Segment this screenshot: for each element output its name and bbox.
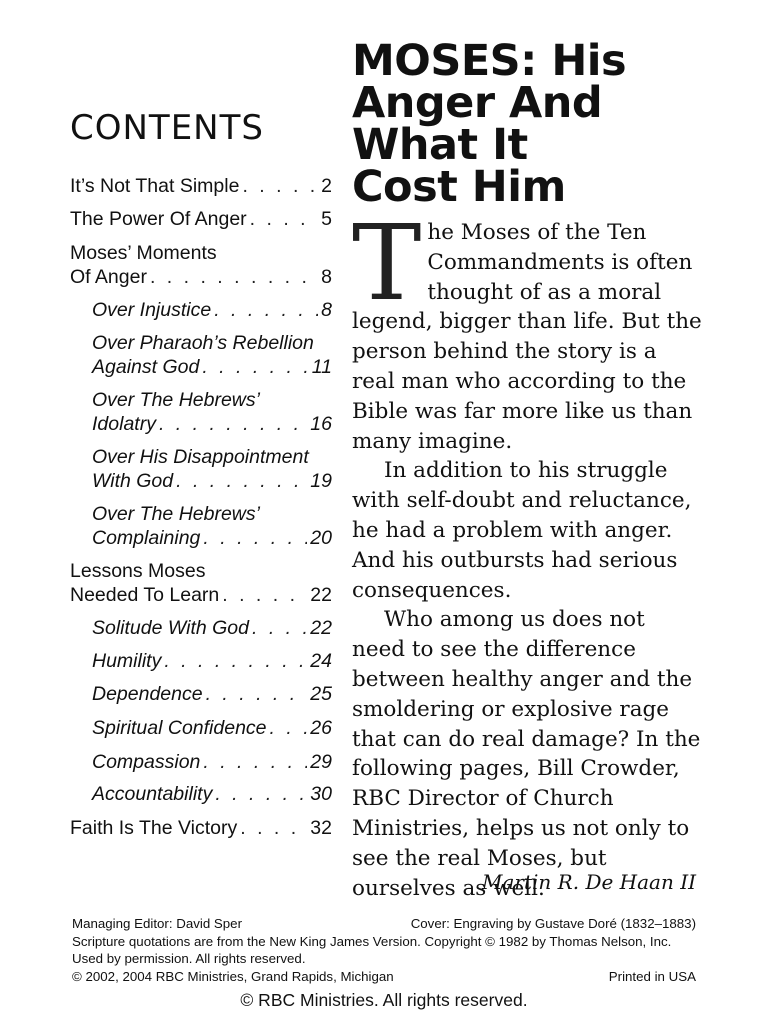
toc-entry[interactable] — [92, 388, 332, 436]
toc-entry-page: 29 — [310, 751, 332, 773]
toc-entry-page: 19 — [310, 470, 332, 492]
toc-entry-label: With God — [92, 470, 174, 492]
toc-entry-page: 16 — [310, 413, 332, 435]
toc-entry-page: 22 — [310, 584, 332, 606]
article-title-line: Cost Him — [352, 162, 566, 212]
toc-entry[interactable] — [92, 331, 332, 379]
toc-entry-page: 5 — [321, 208, 332, 230]
toc-entry-label: Complaining — [92, 527, 201, 549]
toc-entry-label: Humility — [92, 650, 162, 672]
toc-entry[interactable] — [92, 716, 332, 740]
toc-entry-label: Solitude With God — [92, 617, 249, 639]
toc-entry-label: Spiritual Confidence — [92, 717, 267, 739]
toc-entry-label: Idolatry — [92, 413, 156, 435]
toc-entry-label: The Power Of Anger — [70, 208, 247, 230]
intro-paragraph-1 — [352, 202, 702, 456]
toc-entry[interactable] — [92, 616, 332, 640]
toc-entry-label: Against God — [92, 356, 200, 378]
toc-entry[interactable] — [70, 241, 332, 289]
managing-editor: Managing Editor: David Sper — [72, 916, 242, 931]
copyright-line: © 2002, 2004 RBC Ministries, Grand Rapids, Michigan — [72, 968, 394, 984]
footer-copyright: © RBC Ministries. All rights reserved. — [240, 990, 528, 1010]
toc-entry-label: Over The Hebrews’ — [92, 503, 260, 525]
toc-entry-label: Moses’ Moments — [70, 242, 217, 264]
toc-entry-page: 32 — [310, 817, 332, 839]
printed-in: Printed in USA — [608, 968, 696, 984]
toc-entry[interactable] — [92, 782, 332, 806]
intro-paragraph-1-text: he Moses of the Ten Commandments is often thought of as a moral legend, bigger than life. But the person behind the story is a real man who according to the Bible was far more like us than many imagine. — [352, 220, 702, 454]
intro-paragraph-3: Who among us does not need to see the difference between healthy anger and the smoldering or explosive rage that can do real damage? In the following pages, Bill Crowder, RBC Director of Church Ministries, helps us not only to see the real Moses, but ourselves as well. — [352, 607, 701, 901]
article-title-line: MOSES: His — [352, 36, 627, 86]
toc-entry-page: 20 — [310, 527, 332, 549]
toc-entry-label: Of Anger — [70, 266, 147, 288]
toc-entry[interactable] — [92, 502, 332, 550]
toc-entry[interactable] — [92, 682, 332, 706]
toc-entry-label: Over The Hebrews’ — [92, 389, 260, 411]
toc-entry-label: Over His Disappointment — [92, 446, 309, 468]
toc-entry[interactable] — [92, 298, 332, 322]
intro-paragraph-2: In addition to his struggle with self-doubt and reluctance, he had a problem with anger. And his outbursts had serious consequences. — [352, 458, 692, 603]
toc-entry-label: Dependence — [92, 683, 203, 705]
toc-entry-page: 30 — [310, 783, 332, 805]
credits-block — [72, 915, 696, 985]
contents-heading: CONTENTS — [70, 108, 264, 148]
toc-entry-label: Over Injustice — [92, 299, 212, 321]
cover-credit: Cover: Engraving by Gustave Doré (1832–1883) — [410, 916, 696, 931]
toc-entry-page: 8 — [321, 299, 332, 321]
toc-entry[interactable] — [70, 816, 332, 840]
article-title — [352, 36, 627, 212]
toc-entry[interactable] — [92, 649, 332, 673]
toc-entry-page: 26 — [310, 717, 332, 739]
author-signature: Martin R. De Haan II — [482, 870, 696, 894]
toc-entry-label: Faith Is The Victory — [70, 817, 238, 839]
article-title-line: What It — [352, 120, 528, 170]
toc-entry[interactable] — [70, 559, 332, 607]
toc-entry[interactable] — [92, 445, 332, 493]
article-intro — [352, 202, 702, 903]
toc-entry-label: Accountability — [92, 783, 213, 805]
toc-entry-page: 24 — [310, 650, 332, 672]
article-title-line: Anger And — [352, 78, 603, 128]
toc-entry-page: 8 — [321, 266, 332, 288]
drop-cap: T — [352, 202, 422, 324]
toc-entry-label: It’s Not That Simple — [70, 175, 240, 197]
toc-entry[interactable] — [70, 207, 332, 231]
toc-entry-page: 11 — [311, 356, 332, 378]
toc-entry-label: Lessons Moses — [70, 560, 206, 582]
toc-entry-page: 2 — [321, 175, 332, 197]
toc-entry-page: 22 — [310, 617, 332, 639]
toc-entry-label: Needed To Learn — [70, 584, 220, 606]
toc-entry-label: Compassion — [92, 751, 201, 773]
toc-entry[interactable] — [92, 750, 332, 774]
toc-entry-label: Over Pharaoh’s Rebellion — [92, 332, 314, 354]
scripture-credit: Scripture quotations are from the New King James Version. Copyright © 1982 by Thomas Nelson, Inc. Used by permission. All rights reserved. — [72, 933, 672, 966]
toc-entry-page: 25 — [310, 683, 332, 705]
toc-entry[interactable] — [70, 174, 332, 198]
